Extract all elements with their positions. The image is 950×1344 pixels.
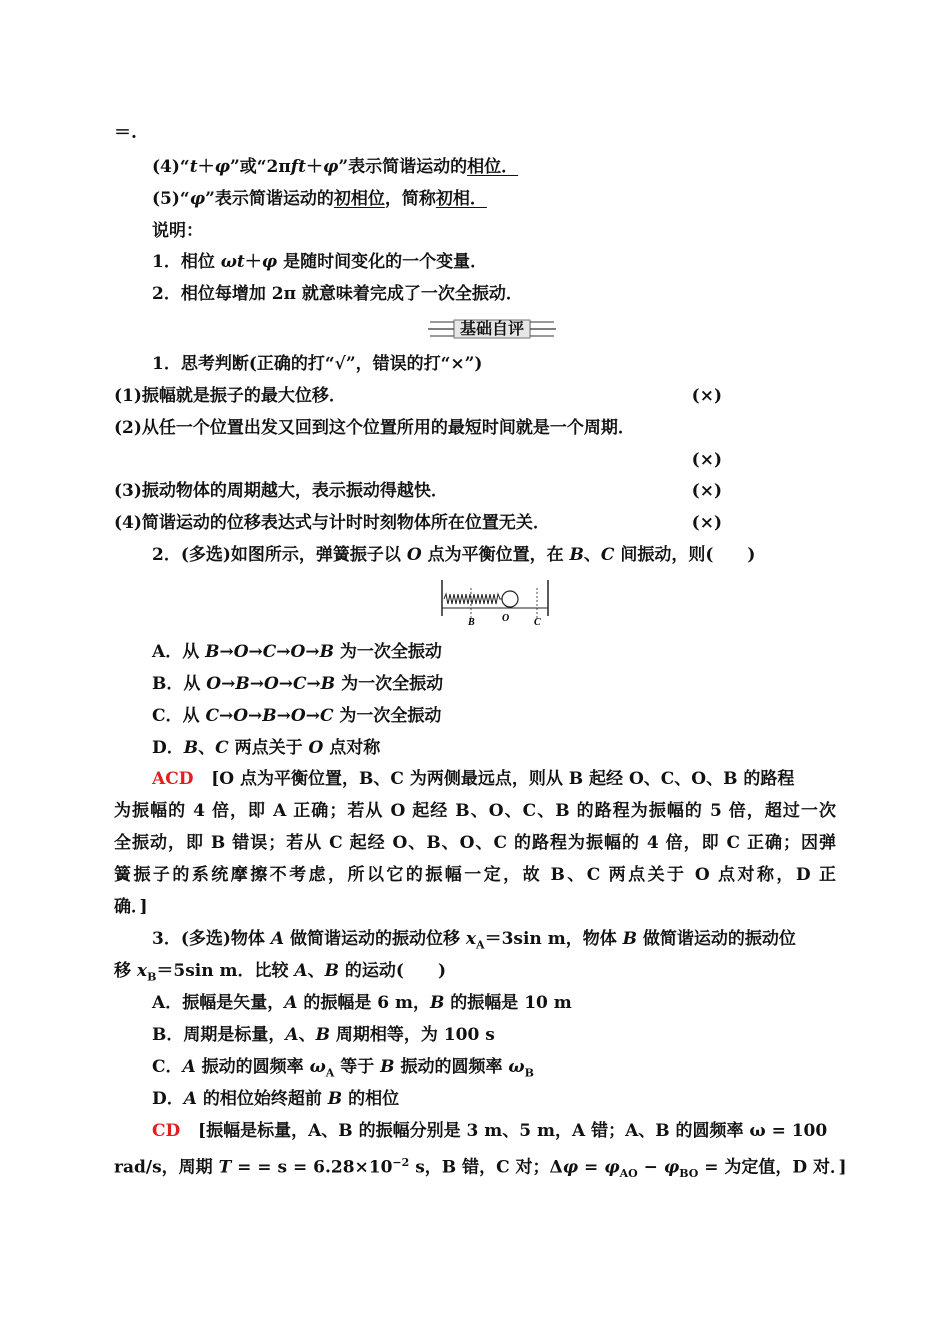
q2-explanation-line-3: 全振动，即 B 错误；若从 C 起经 O、B、O、C 的路程为振幅的 4 倍，即 C 正确；因弹 bbox=[114, 833, 836, 853]
q1-item-3-mark: (×) bbox=[691, 481, 722, 501]
label-b: B bbox=[468, 617, 475, 628]
answer-initial-phase: 初相位 bbox=[333, 189, 385, 209]
q3-option-d: D．A 的相位始终超前 B 的相位 bbox=[152, 1089, 400, 1109]
banner-title: 基础自评 bbox=[459, 319, 524, 338]
q1-title: 1．思考判断(正确的打“√”，错误的打“×”) bbox=[152, 354, 483, 374]
oscillator-ball bbox=[502, 591, 518, 607]
q3-explanation-line-2: rad/s，周期 T = = $s = 6.28\times 10^{-2}$ s，B 错，C 对；$\Delta\varphi = \varphi_{AO} - \varphi_{BO}$ = 为定值，D 对．] bbox=[114, 1156, 847, 1181]
initial-phase-definition: (5)“φ”表示简谐运动的初相位，简称初相． bbox=[152, 189, 487, 209]
q2-explanation-line-5: 确．] bbox=[114, 897, 148, 917]
answer-initial-phase-short: 初相． bbox=[435, 189, 487, 209]
note-1: 1．相位 ωt＋φ 是随时间变化的一个变量． bbox=[152, 252, 488, 272]
q3-option-a: A．振幅是矢量，A 的振幅是 6 m，B 的振幅是 10 m bbox=[152, 993, 572, 1013]
q1-item-2: (2)从任一个位置出发又回到这个位置所用的最短时间就是一个周期． bbox=[114, 418, 635, 438]
spring bbox=[444, 594, 502, 604]
q1-item-3: (3)振动物体的周期越大，表示振动得越快． (×) bbox=[114, 481, 722, 501]
q2-answer: ACD bbox=[152, 769, 194, 789]
section-banner bbox=[428, 318, 556, 340]
q1-item-4: (4)简谐运动的位移表达式与计时时刻物体所在位置无关． (×) bbox=[114, 513, 722, 533]
label-c: C bbox=[534, 617, 541, 628]
q3-option-c: C．A 振动的圆频率 $\omega_A$ 等于 B 振动的圆频率 $\omega_B$ bbox=[152, 1057, 534, 1080]
equals-fragment: ＝. bbox=[114, 123, 137, 143]
q3-stem-line-2: 移 $x_B=5\sin$ m．比较 A、B 的运动( ) bbox=[114, 961, 447, 984]
q3-explanation-line-1: CD [振幅是标量，A、B 的振幅分别是 3 m、5 m，A 错；A、B 的圆频率 ω = 100 bbox=[152, 1121, 828, 1141]
q1-item-2-mark: (×) bbox=[691, 450, 722, 470]
q2-option-c: C．从 C→O→B→O→C 为一次全振动 bbox=[152, 706, 442, 726]
q2-option-a: A．从 B→O→C→O→B 为一次全振动 bbox=[152, 642, 442, 662]
q2-option-d: D．B、C 两点关于 O 点对称 bbox=[152, 738, 381, 758]
q3-option-b: B．周期是标量，A、B 周期相等，为 100 s bbox=[152, 1025, 495, 1045]
q1-item-1: (1)振幅就是振子的最大位移． (×) bbox=[114, 386, 722, 406]
q3-stem-line-1: 3．(多选)物体 A 做简谐运动的振动位移 $x_A=3\sin$ m，物体 B 做简谐运动的振动位 bbox=[152, 929, 796, 952]
answer-phase: 相位． bbox=[467, 157, 519, 177]
q2-explanation-line-1: ACD [O 点为平衡位置，B、C 为两侧最远点，则从 B 起经 O、C、O、B 的路程 bbox=[152, 769, 795, 789]
q2-option-b: B．从 O→B→O→C→B 为一次全振动 bbox=[152, 674, 444, 694]
q2-explanation-line-2: 为振幅的 4 倍，即 A 正确；若从 O 起经 B、O、C、B 的路程为振幅的 5 倍，超过一次 bbox=[114, 801, 836, 821]
q1-item-1-mark: (×) bbox=[691, 386, 722, 406]
q3-answer: CD bbox=[152, 1121, 181, 1141]
q1-item-4-mark: (×) bbox=[691, 513, 722, 533]
note-title: 说明： bbox=[152, 221, 203, 241]
q2-stem: 2．(多选)如图所示，弹簧振子以 O 点为平衡位置，在 B、C 间振动，则( ) bbox=[152, 545, 756, 565]
q2-explanation-line-4: 簧振子的系统摩擦不考虑，所以它的振幅一定，故 B、C 两点关于 O 点对称，D 正 bbox=[114, 865, 836, 885]
phase-definition: (4)“t＋φ”或“2πft＋φ”表示简谐运动的相位． bbox=[152, 157, 519, 177]
note-2: 2．相位每增加 2π 就意味着完成了一次全振动． bbox=[152, 284, 523, 304]
spring-oscillator-figure bbox=[438, 576, 554, 628]
label-o: O bbox=[502, 613, 510, 624]
